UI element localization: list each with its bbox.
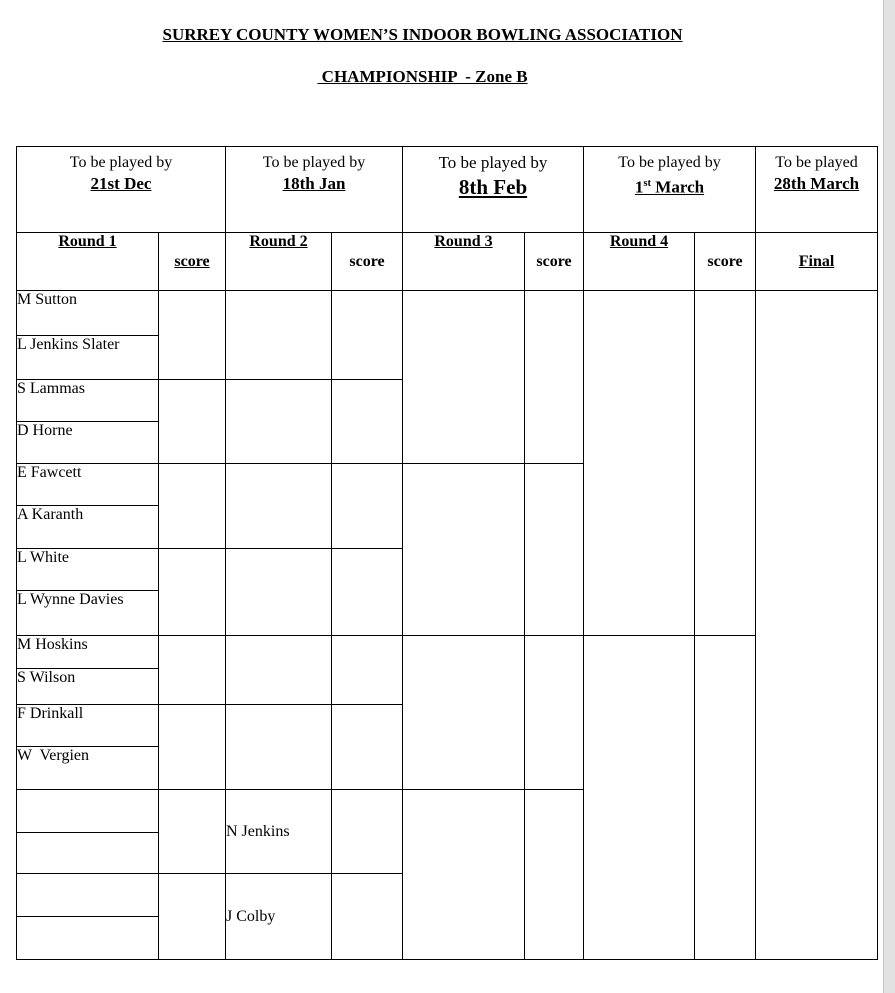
round2-winner-cell: N Jenkins [226, 790, 332, 874]
round1-player-cell: M Hoskins [17, 636, 159, 669]
round3-winner-cell [403, 291, 525, 464]
round1-score-cell [159, 380, 226, 464]
round3-score-cell [525, 636, 584, 790]
round1-score-cell [159, 636, 226, 705]
round3-header: Round 3 [403, 233, 525, 291]
round1-player-cell: L Wynne Davies [17, 591, 159, 636]
round4-header: Round 4 [584, 233, 695, 291]
round1-player-cell: F Drinkall [17, 705, 159, 747]
page-title [0, 25, 845, 45]
round1-player-cell: L Jenkins Slater [17, 336, 159, 380]
round1-player-cell: A Karanth [17, 506, 159, 549]
round4-score-cell [695, 636, 756, 960]
deadline-date: 8th Feb [458, 175, 528, 199]
round1-score-cell [159, 464, 226, 549]
round2-winner-cell [226, 464, 332, 549]
deadline-prefix: To be played by [262, 154, 366, 171]
round4-winner-cell [584, 291, 695, 636]
round3-winner-cell [403, 790, 525, 960]
round2-winner-cell: J Colby [226, 874, 332, 960]
deadline-prefix: To be played [775, 154, 858, 171]
round2-score-cell [332, 705, 403, 790]
deadline-header-round3 [403, 147, 584, 233]
deadline-header-final [756, 147, 878, 233]
round2-score-cell [332, 291, 403, 380]
round4-winner-cell [584, 636, 695, 960]
round2-score-cell [332, 549, 403, 636]
round1-player-cell: E Fawcett [17, 464, 159, 506]
deadline-date: 18th Jan [282, 174, 346, 193]
scrollbar[interactable] [883, 0, 895, 993]
deadline-prefix: To be played by [438, 153, 548, 172]
round2-score-cell [332, 464, 403, 549]
round2-header: Round 2 [226, 233, 332, 291]
round2-winner-cell [226, 380, 332, 464]
round2-score-cell [332, 380, 403, 464]
round1-player-cell [17, 790, 159, 833]
round1-score-cell [159, 705, 226, 790]
deadline-prefix: To be played by [618, 154, 721, 171]
round1-player-cell [17, 874, 159, 917]
round2-score-cell [332, 636, 403, 705]
deadline-header-round1 [17, 147, 226, 233]
page-title-text: SURREY COUNTY WOMEN’S INDOOR BOWLING ASSOCIATION [162, 25, 683, 44]
score-header: score [525, 233, 584, 291]
championship-bracket-table [16, 146, 878, 960]
round1-player-cell: D Horne [17, 422, 159, 464]
round1-score-cell [159, 291, 226, 380]
round3-winner-cell [403, 636, 525, 790]
round1-player-cell: M Sutton [17, 291, 159, 336]
round3-score-cell [525, 291, 584, 464]
round2-score-cell [332, 790, 403, 874]
round1-player-cell: W Vergien [17, 747, 159, 790]
round3-score-cell [525, 464, 584, 636]
round2-winner-cell [226, 636, 332, 705]
deadline-date: 1st March [634, 177, 705, 197]
round1-score-cell [159, 790, 226, 874]
round2-winner-cell [226, 549, 332, 636]
round4-score-cell [695, 291, 756, 636]
round1-player-cell [17, 833, 159, 874]
round2-winner-cell [226, 705, 332, 790]
round1-score-cell [159, 549, 226, 636]
round2-winner-cell [226, 291, 332, 380]
deadline-header-round2 [226, 147, 403, 233]
page-subtitle-text: CHAMPIONSHIP - Zone B [317, 67, 528, 86]
score-header: score [332, 233, 403, 291]
round3-score-cell [525, 790, 584, 960]
final-winner-cell [756, 291, 878, 960]
page-subtitle [0, 67, 845, 87]
round3-winner-cell [403, 464, 525, 636]
round1-player-cell: S Lammas [17, 380, 159, 422]
deadline-header-round4 [584, 147, 756, 233]
score-header: score [695, 233, 756, 291]
round1-score-cell [159, 874, 226, 960]
round2-score-cell [332, 874, 403, 960]
final-header: Final [756, 233, 878, 291]
deadline-date: 28th March [773, 174, 860, 193]
round1-header: Round 1 [17, 233, 159, 291]
round1-player-cell: S Wilson [17, 669, 159, 705]
deadline-prefix: To be played by [69, 154, 173, 171]
deadline-date: 21st Dec [90, 174, 152, 193]
round1-player-cell [17, 917, 159, 960]
round1-player-cell: L White [17, 549, 159, 591]
score-header: score [159, 233, 226, 291]
